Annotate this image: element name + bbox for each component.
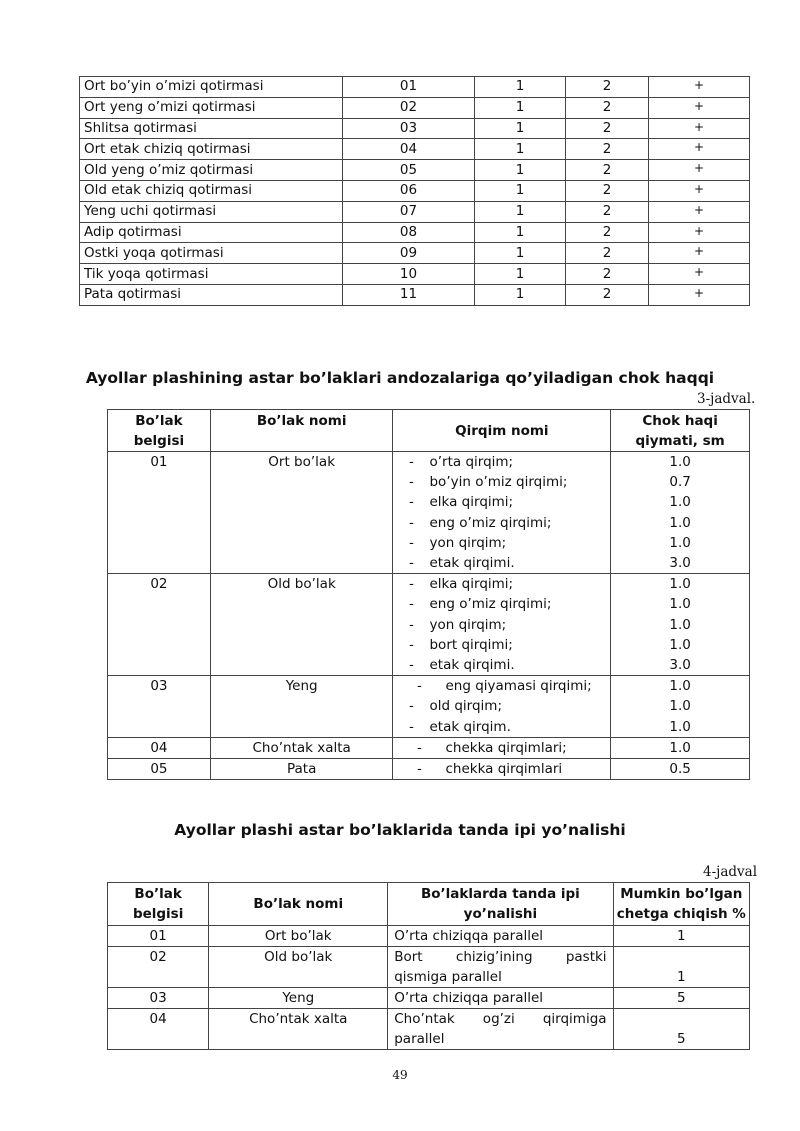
table-row [80,222,750,243]
cell-direction [388,926,613,947]
cell-code: 01 [108,926,209,947]
cell-col3: 1 [475,160,566,181]
cell-code: 04 [343,139,475,160]
cut-value: 3.0 [669,657,691,674]
cut-item [393,513,610,533]
table-row [80,97,750,118]
cell-code: 01 [108,452,211,574]
table-row [80,139,750,160]
cell-name: Old bo’lak [210,574,393,676]
cell-col3: 1 [475,243,566,264]
cut-value: 0.5 [669,761,691,778]
header-bolak-belgisi: Bo’lak belgisi [108,410,211,452]
dash-marker: - [409,616,414,633]
cut-value: 1.0 [669,739,691,756]
cut-name: o’rta qirqim; [429,454,514,470]
dash-marker: - [409,657,414,674]
table-row [108,452,750,574]
cell-deviation: 5 [613,988,749,1009]
direction-line: O’rta chiziqqa parallel [394,990,544,1006]
cut-value: 1.0 [669,454,691,470]
cell-code: 03 [108,988,209,1009]
cell-name: Old yeng o’miz qotirmasi [80,160,343,181]
cut-value: 1.0 [669,514,691,531]
cut-item [393,492,610,512]
cut-name: elka qirqimi; [429,494,514,511]
table3-label: 4-jadval [703,864,758,880]
header-chetga-chiqish: Mumkin bo’lgan chetga chiqish % [613,883,749,926]
table-tanda-ipi-body [108,926,750,1050]
cell-code: 04 [108,1009,209,1050]
cell-name: Ort yeng o’mizi qotirmasi [80,97,343,118]
cell-code: 07 [343,201,475,222]
cell-name: Cho’ntak xalta [210,737,393,758]
cut-item [393,615,610,635]
cell-code: 01 [343,77,475,98]
cut-item [393,553,610,573]
cut-item [393,452,610,472]
direction-line: O’rta chiziqqa parallel [394,928,544,944]
cell-values [611,676,750,738]
dash-marker: - [409,514,414,531]
cell-col3: 1 [475,201,566,222]
cut-name: eng o’miz qirqimi; [429,596,552,613]
cell-values [611,737,750,758]
cell-name: Ort bo’yin o’mizi qotirmasi [80,77,343,98]
cell-col4: 2 [566,264,649,285]
cut-item [393,472,610,492]
table-header-row [108,883,750,926]
dash-marker: - [409,576,414,593]
header-bolak-nomi: Bo’lak nomi [209,883,388,926]
table-qotirmalar [79,76,750,306]
table-row [108,988,750,1009]
dash-marker: - [409,555,414,572]
cut-item [393,635,610,655]
header-qirqim-nomi: Qirqim nomi [393,410,611,452]
cell-name: Cho’ntak xalta [209,1009,388,1050]
table-row [80,284,750,305]
cut-item [393,574,610,594]
cell-direction [388,1009,613,1050]
table-row [108,926,750,947]
cut-value: 1.0 [669,678,691,695]
cut-value: 1.0 [669,534,691,551]
direction-line: parallel [394,1031,445,1047]
cell-col4: 2 [566,97,649,118]
cut-item [393,759,610,779]
cell-col3: 1 [475,139,566,160]
cell-code: 08 [343,222,475,243]
cell-name: Tik yoqa qotirmasi [80,264,343,285]
cell-col4: 2 [566,284,649,305]
dash-marker: - [409,596,414,613]
cell-deviation: 5 [613,1009,749,1050]
cut-item [393,676,610,696]
cell-direction [388,988,613,1009]
cell-mark: + [649,222,750,243]
cell-mark: + [649,139,750,160]
cell-col4: 2 [566,118,649,139]
dash-marker: - [409,698,414,715]
cut-value: 1.0 [669,494,691,511]
cut-name: yon qirqim; [429,534,507,551]
cell-code: 02 [108,947,209,988]
cut-name: etak qirqimi. [429,657,515,674]
cut-value: 0.7 [669,474,691,491]
cut-item [393,655,610,675]
table2-title: Ayollar plashining astar bo’laklari andozalariga qo’yiladigan chok haqqi [85,369,715,387]
header-tanda-ipi: Bo’laklarda tanda ipi yo’nalishi [388,883,613,926]
dash-marker: - [417,739,422,756]
cell-code: 02 [343,97,475,118]
cut-value: 1.0 [669,576,691,593]
cell-values [611,452,750,574]
cell-code: 02 [108,574,211,676]
table-row [108,947,750,988]
cell-col3: 1 [475,77,566,98]
cut-item [393,738,610,758]
direction-line: qismiga parallel [394,969,502,985]
cell-mark: + [649,97,750,118]
cell-mark: + [649,118,750,139]
cell-code: 06 [343,180,475,201]
cell-mark: + [649,77,750,98]
dash-marker: - [409,474,414,491]
cut-name: eng o’miz qirqimi; [429,514,552,531]
dash-marker: - [409,494,414,511]
direction-line: Cho’ntak og’zi qirqimiga [394,1011,607,1027]
table-row [80,201,750,222]
cell-mark: + [649,243,750,264]
cut-value: 1.0 [669,718,691,735]
cut-name: eng qiyamasi qirqimi; [445,678,592,695]
cell-name: Pata [210,759,393,780]
cell-direction [388,947,613,988]
table-row [80,160,750,181]
cell-name: Old etak chiziq qotirmasi [80,180,343,201]
cell-values [611,759,750,780]
cell-code: 11 [343,284,475,305]
table-row [108,574,750,676]
cut-name: chekka qirqimlari; [445,739,567,756]
cell-col3: 1 [475,97,566,118]
cell-mark: + [649,160,750,181]
cell-name: Ort etak chiziq qotirmasi [80,139,343,160]
cut-name: etak qirqim. [429,718,511,735]
cell-col3: 1 [475,264,566,285]
cut-name: bort qirqimi; [429,636,513,653]
cut-item [393,533,610,553]
cut-value: 3.0 [669,555,691,572]
cell-col4: 2 [566,201,649,222]
cell-cuts [393,574,611,676]
table2-label: 3-jadval. [697,391,756,407]
cut-name: etak qirqimi. [429,555,515,572]
cell-col4: 2 [566,77,649,98]
cut-item [393,717,610,737]
cell-name: Ort bo’lak [210,452,393,574]
table-row [108,759,750,780]
cut-value: 1.0 [669,596,691,613]
cell-name: Pata qotirmasi [80,284,343,305]
cell-cuts [393,676,611,738]
table-row [108,676,750,738]
cut-name: bo’yin o’miz qirqimi; [429,474,568,491]
cell-name: Shlitsa qotirmasi [80,118,343,139]
cell-col3: 1 [475,222,566,243]
dash-marker: - [409,534,414,551]
dash-marker: - [409,636,414,653]
table-tanda-ipi [107,882,750,1050]
header-chok-haqi: Chok haqi qiymati, sm [611,410,750,452]
cell-col3: 1 [475,284,566,305]
dash-marker: - [409,454,414,470]
cell-mark: + [649,180,750,201]
cell-deviation: 1 [613,926,749,947]
cell-code: 03 [108,676,211,738]
cell-cuts [393,759,611,780]
table-chok-haqqi-body [108,452,750,780]
cell-code: 10 [343,264,475,285]
cell-code: 04 [108,737,211,758]
cut-value: 1.0 [669,616,691,633]
table-row [80,180,750,201]
cut-value: 1.0 [669,698,691,715]
cell-cuts [393,737,611,758]
cell-code: 03 [343,118,475,139]
cut-item [393,696,610,716]
cell-mark: + [649,264,750,285]
cell-code: 09 [343,243,475,264]
cell-col4: 2 [566,243,649,264]
dash-marker: - [417,678,422,695]
dash-marker: - [409,718,414,735]
cell-values [611,574,750,676]
table-header-row [108,410,750,452]
cut-value: 1.0 [669,636,691,653]
cell-mark: + [649,201,750,222]
table-row [108,1009,750,1050]
table-row [80,77,750,98]
table-row [80,243,750,264]
cell-name: Yeng [209,988,388,1009]
cell-col3: 1 [475,118,566,139]
dash-marker: - [417,761,422,778]
direction-line: Bort chizig’ining pastki [394,949,607,965]
page-number: 49 [392,1068,408,1082]
table-row [80,264,750,285]
table3-title: Ayollar plashi astar bo’laklarida tanda ipi yo’nalishi [174,821,626,839]
table-row [108,737,750,758]
table-chok-haqqi [107,409,750,780]
cut-name: yon qirqim; [429,616,507,633]
cell-code: 05 [108,759,211,780]
cell-code: 05 [343,160,475,181]
cell-cuts [393,452,611,574]
table-row [80,118,750,139]
cell-name: Adip qotirmasi [80,222,343,243]
cell-name: Yeng uchi qotirmasi [80,201,343,222]
cell-col4: 2 [566,180,649,201]
cut-name: elka qirqimi; [429,576,514,593]
cut-item [393,594,610,614]
cell-col4: 2 [566,139,649,160]
cell-name: Ort bo’lak [209,926,388,947]
cell-col4: 2 [566,222,649,243]
table-qotirmalar-body [80,77,750,306]
header-bolak-belgisi: Bo’lak belgisi [108,883,209,926]
cut-name: old qirqim; [429,698,503,715]
cell-mark: + [649,284,750,305]
cell-name: Yeng [210,676,393,738]
cell-name: Ostki yoqa qotirmasi [80,243,343,264]
cell-col3: 1 [475,180,566,201]
cut-name: chekka qirqimlari [445,761,563,778]
cell-name: Old bo’lak [209,947,388,988]
cell-deviation: 1 [613,947,749,988]
header-bolak-nomi: Bo’lak nomi [210,410,393,452]
cell-col4: 2 [566,160,649,181]
